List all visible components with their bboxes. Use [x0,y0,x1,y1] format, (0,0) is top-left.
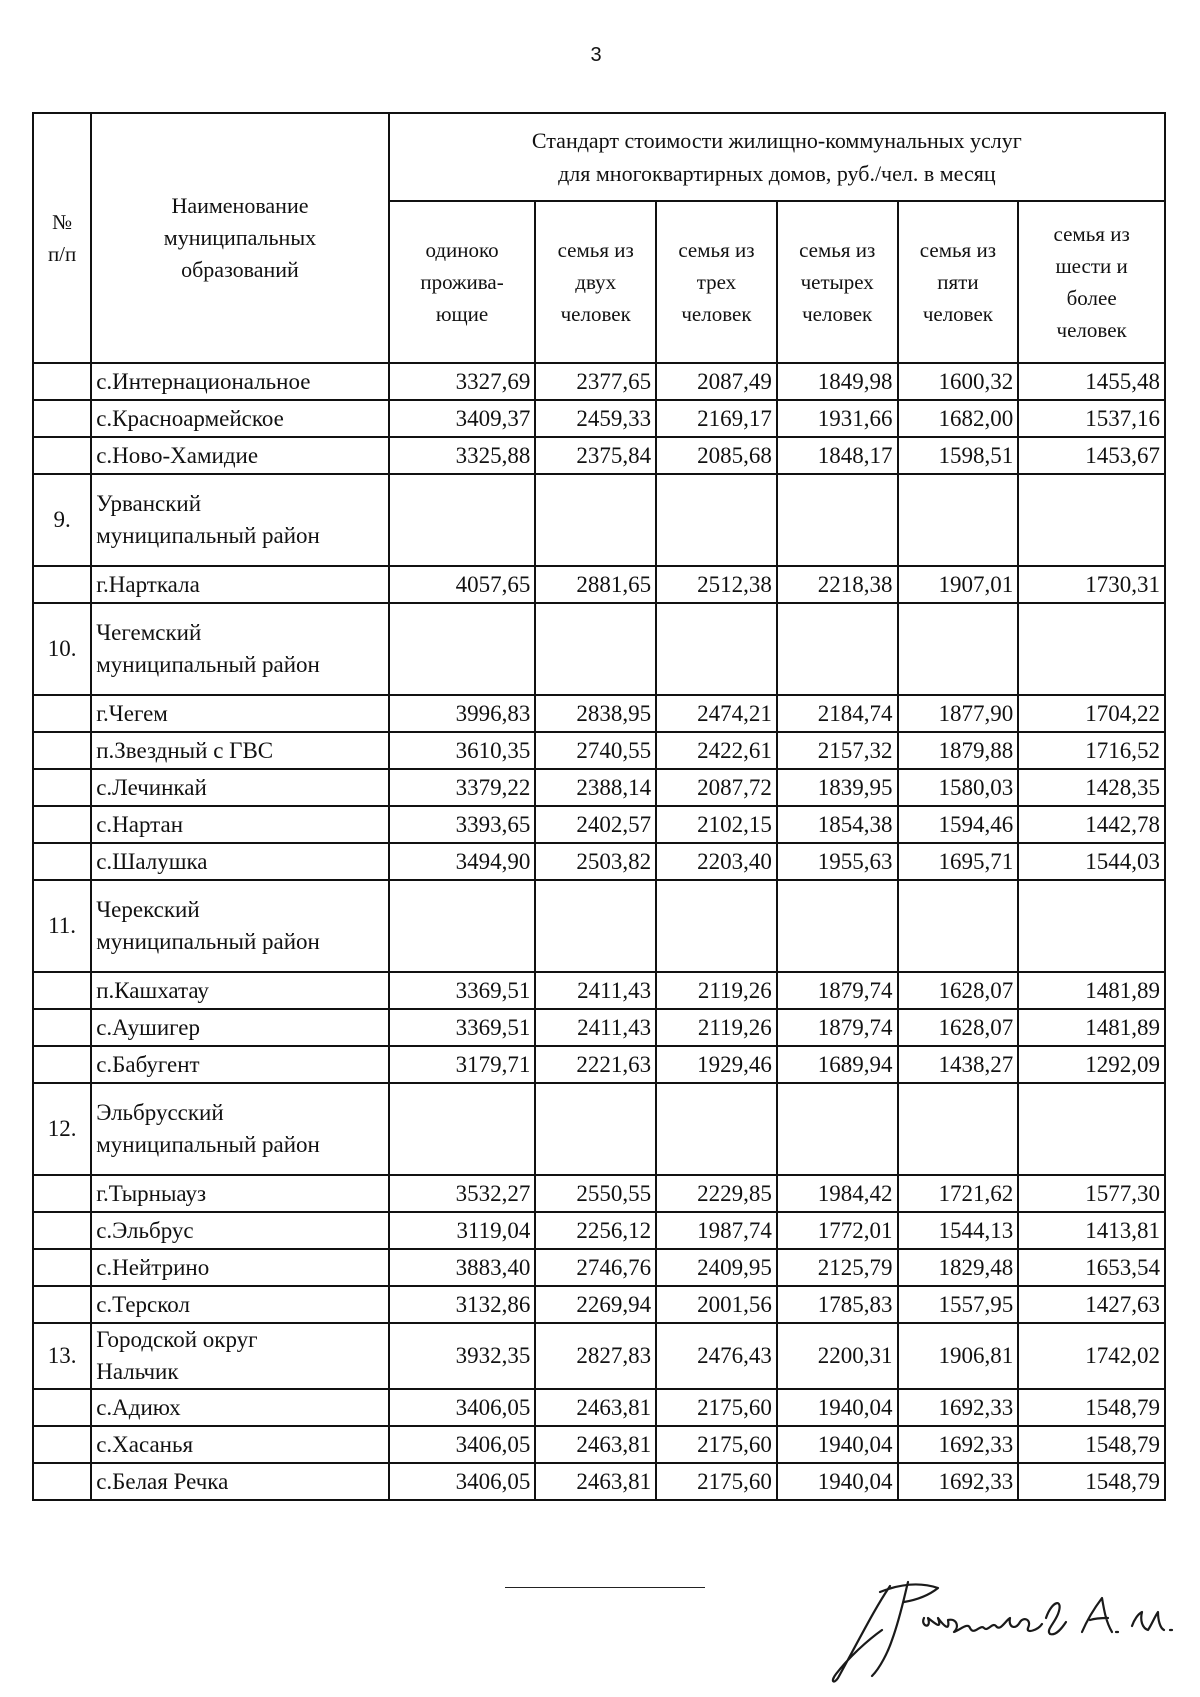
cost-value-cell: 2476,43 [656,1323,777,1389]
cost-value-cell: 3132,86 [389,1286,536,1323]
header-family-of-six-plus: семья из шести и более человек [1018,201,1165,363]
district-name-line: муниципальный район [96,1132,320,1157]
cost-value-cell: 1730,31 [1018,566,1165,603]
settlement-name: с.Нейтрино [91,1249,389,1286]
settlement-name: с.Шалушка [91,843,389,880]
settlement-name: с.Бабугент [91,1046,389,1083]
cost-value-cell: 1692,33 [898,1426,1019,1463]
settlement-name: с.Эльбрус [91,1212,389,1249]
page-number: 3 [590,44,602,66]
cost-value-cell: 1940,04 [777,1463,898,1500]
settlement-name: с.Нартан [91,806,389,843]
table-row [33,1175,1165,1212]
cost-value-cell: 2512,38 [656,566,777,603]
header-single-residents: одиноко прожива- ющие [389,201,536,363]
district-row [33,1323,1165,1389]
cost-value-cell: 3369,51 [389,1009,536,1046]
cost-value-cell [389,880,536,972]
cost-value-cell [898,474,1019,566]
cost-value-cell: 3406,05 [389,1389,536,1426]
row-number [33,1249,91,1286]
cost-value-cell: 2375,84 [535,437,656,474]
cost-value-cell: 2175,60 [656,1463,777,1500]
cost-value-cell [656,603,777,695]
cost-value-cell: 1292,09 [1018,1046,1165,1083]
cost-value-cell: 1453,67 [1018,437,1165,474]
row-number [33,1463,91,1500]
settlement-name: с.Красноармейское [91,400,389,437]
cost-value-cell: 1987,74 [656,1212,777,1249]
cost-value-cell: 1653,54 [1018,1249,1165,1286]
cost-value-cell: 1428,35 [1018,769,1165,806]
cost-value-cell: 2087,49 [656,363,777,400]
cost-value-cell: 1427,63 [1018,1286,1165,1323]
table-row [33,843,1165,880]
cost-value-cell: 2463,81 [535,1389,656,1426]
cost-value-cell [777,474,898,566]
district-name [91,603,389,695]
cost-value-cell: 2881,65 [535,566,656,603]
cost-value-cell: 1984,42 [777,1175,898,1212]
cost-value-cell: 2119,26 [656,972,777,1009]
cost-value-cell [777,603,898,695]
settlement-name: с.Аушигер [91,1009,389,1046]
row-number [33,1426,91,1463]
cost-value-cell: 1907,01 [898,566,1019,603]
cost-value-cell: 1839,95 [777,769,898,806]
row-number [33,972,91,1009]
cost-value-cell [777,880,898,972]
row-number [33,769,91,806]
row-number: 13. [33,1323,91,1389]
cost-value-cell: 1940,04 [777,1426,898,1463]
cost-value-cell: 1689,94 [777,1046,898,1083]
cost-value-cell: 1442,78 [1018,806,1165,843]
cost-value-cell: 2388,14 [535,769,656,806]
cost-value-cell: 2203,40 [656,843,777,880]
cost-value-cell: 3883,40 [389,1249,536,1286]
row-number [33,1286,91,1323]
cost-value-cell [1018,474,1165,566]
cost-value-cell: 1598,51 [898,437,1019,474]
settlement-name: г.Чегем [91,695,389,732]
cost-value-cell: 2463,81 [535,1463,656,1500]
row-number: 10. [33,603,91,695]
table-row [33,769,1165,806]
settlement-name: с.Белая Речка [91,1463,389,1500]
cost-value-cell: 2229,85 [656,1175,777,1212]
settlement-name: с.Хасанья [91,1426,389,1463]
cost-value-cell [389,1083,536,1175]
table-row [33,400,1165,437]
table-row [33,1212,1165,1249]
cost-value-cell: 2157,32 [777,732,898,769]
cost-value-cell [389,603,536,695]
cost-value-cell: 2200,31 [777,1323,898,1389]
cost-value-cell: 2184,74 [777,695,898,732]
cost-value-cell: 2411,43 [535,972,656,1009]
cost-value-cell: 1580,03 [898,769,1019,806]
cost-value-cell: 1548,79 [1018,1389,1165,1426]
district-name-line: муниципальный район [96,523,320,548]
cost-value-cell: 3409,37 [389,400,536,437]
cost-value-cell: 2550,55 [535,1175,656,1212]
cost-value-cell: 2175,60 [656,1389,777,1426]
cost-value-cell: 2125,79 [777,1249,898,1286]
cost-value-cell: 1548,79 [1018,1426,1165,1463]
cost-value-cell: 1772,01 [777,1212,898,1249]
cost-value-cell: 1594,46 [898,806,1019,843]
cost-value-cell [535,474,656,566]
cost-value-cell: 1537,16 [1018,400,1165,437]
cost-value-cell: 1848,17 [777,437,898,474]
cost-value-cell [656,880,777,972]
district-name-line: Эльбрусский [96,1100,224,1125]
row-number [33,363,91,400]
district-row [33,474,1165,566]
header-municipality-name: Наименование муниципальных образований [91,113,389,363]
cost-value-cell: 2838,95 [535,695,656,732]
cost-value-cell: 1849,98 [777,363,898,400]
cost-value-cell [535,880,656,972]
row-number [33,806,91,843]
cost-value-cell: 3610,35 [389,732,536,769]
cost-value-cell [389,474,536,566]
cost-value-cell: 2001,56 [656,1286,777,1323]
row-number [33,1389,91,1426]
cost-value-cell: 2402,57 [535,806,656,843]
cost-value-cell: 1879,88 [898,732,1019,769]
row-number [33,1212,91,1249]
cost-value-cell: 1742,02 [1018,1323,1165,1389]
row-number [33,1009,91,1046]
cost-value-cell [656,474,777,566]
settlement-name: с.Адиюх [91,1389,389,1426]
cost-value-cell: 2102,15 [656,806,777,843]
cost-value-cell: 3379,22 [389,769,536,806]
cost-value-cell [777,1083,898,1175]
cost-value-cell: 1829,48 [898,1249,1019,1286]
table-row [33,437,1165,474]
row-number [33,400,91,437]
cost-value-cell [535,603,656,695]
row-number: 9. [33,474,91,566]
table-row [33,806,1165,843]
district-name [91,474,389,566]
cost-value-cell: 1785,83 [777,1286,898,1323]
cost-value-cell: 1600,32 [898,363,1019,400]
cost-value-cell: 2218,38 [777,566,898,603]
district-name [91,1323,389,1389]
cost-value-cell: 3532,27 [389,1175,536,1212]
cost-value-cell: 2409,95 [656,1249,777,1286]
table-body [33,363,1165,1500]
cost-value-cell: 1721,62 [898,1175,1019,1212]
cost-value-cell: 1577,30 [1018,1175,1165,1212]
table-row [33,1389,1165,1426]
cost-value-cell: 3179,71 [389,1046,536,1083]
table-row [33,972,1165,1009]
table-row [33,1426,1165,1463]
cost-value-cell: 4057,65 [389,566,536,603]
cost-value-cell: 1544,13 [898,1212,1019,1249]
district-name [91,880,389,972]
row-number [33,566,91,603]
cost-value-cell: 2256,12 [535,1212,656,1249]
cost-value-cell: 1481,89 [1018,972,1165,1009]
district-name-line: Чегемский [96,620,202,645]
table-row [33,363,1165,400]
settlement-name: с.Терскол [91,1286,389,1323]
cost-value-cell: 2377,65 [535,363,656,400]
row-number [33,843,91,880]
cost-value-cell: 1481,89 [1018,1009,1165,1046]
cost-value-cell: 2827,83 [535,1323,656,1389]
cost-value-cell: 1628,07 [898,1009,1019,1046]
district-name [91,1083,389,1175]
district-row [33,880,1165,972]
row-number [33,1046,91,1083]
table-row [33,1249,1165,1286]
district-row [33,603,1165,695]
settlement-name: с.Лечинкай [91,769,389,806]
row-number [33,437,91,474]
header-row-top [33,113,1165,201]
district-name-line: муниципальный район [96,652,320,677]
cost-value-cell: 2422,61 [656,732,777,769]
cost-value-cell: 1854,38 [777,806,898,843]
cost-value-cell: 1692,33 [898,1389,1019,1426]
cost-value-cell: 2746,76 [535,1249,656,1286]
table-row [33,566,1165,603]
signature-image [820,1578,1180,1688]
cost-value-cell: 3119,04 [389,1212,536,1249]
district-name-line: Нальчик [96,1359,179,1384]
row-number: 12. [33,1083,91,1175]
settlement-name: с.Интернациональное [91,363,389,400]
cost-value-cell: 1955,63 [777,843,898,880]
cost-value-cell: 2087,72 [656,769,777,806]
table-row [33,1009,1165,1046]
table-row [33,732,1165,769]
cost-value-cell: 2221,63 [535,1046,656,1083]
cost-value-cell [898,603,1019,695]
cost-value-cell: 1438,27 [898,1046,1019,1083]
cost-value-cell: 2474,21 [656,695,777,732]
cost-value-cell: 3932,35 [389,1323,536,1389]
cost-value-cell: 1940,04 [777,1389,898,1426]
cost-value-cell: 3325,88 [389,437,536,474]
district-name-line: Урванский [96,491,202,516]
cost-value-cell: 3393,65 [389,806,536,843]
cost-value-cell: 1695,71 [898,843,1019,880]
district-row [33,1083,1165,1175]
cost-value-cell [898,1083,1019,1175]
cost-standard-table [32,112,1166,1501]
cost-value-cell [1018,880,1165,972]
header-family-of-four: семья из четырех человек [777,201,898,363]
cost-value-cell: 2459,33 [535,400,656,437]
cost-value-cell: 1692,33 [898,1463,1019,1500]
cost-value-cell: 1704,22 [1018,695,1165,732]
cost-value-cell: 1544,03 [1018,843,1165,880]
cost-value-cell [1018,603,1165,695]
row-number [33,1175,91,1212]
cost-value-cell: 1548,79 [1018,1463,1165,1500]
cost-value-cell: 3369,51 [389,972,536,1009]
cost-value-cell: 1906,81 [898,1323,1019,1389]
cost-value-cell: 1879,74 [777,1009,898,1046]
cost-value-cell: 3406,05 [389,1426,536,1463]
cost-value-cell: 2269,94 [535,1286,656,1323]
cost-value-cell: 1929,46 [656,1046,777,1083]
settlement-name: г.Тырныауз [91,1175,389,1212]
settlement-name: с.Ново-Хамидие [91,437,389,474]
header-family-of-three: семья из трех человек [656,201,777,363]
table-row [33,1286,1165,1323]
cost-value-cell: 2119,26 [656,1009,777,1046]
header-family-of-two: семья из двух человек [535,201,656,363]
settlement-name: г.Нарткала [91,566,389,603]
cost-value-cell: 1716,52 [1018,732,1165,769]
cost-value-cell [898,880,1019,972]
cost-value-cell: 2463,81 [535,1426,656,1463]
cost-value-cell: 2740,55 [535,732,656,769]
cost-value-cell: 1557,95 [898,1286,1019,1323]
cost-value-cell: 2169,17 [656,400,777,437]
cost-value-cell: 1682,00 [898,400,1019,437]
cost-value-cell: 1877,90 [898,695,1019,732]
cost-value-cell: 2503,82 [535,843,656,880]
header-cost-standard-group: Стандарт стоимости жилищно-коммунальных услуг для многоквартирных домов, руб./чел. в месяц [389,113,1165,201]
cost-value-cell [656,1083,777,1175]
cost-value-cell: 1628,07 [898,972,1019,1009]
cost-value-cell: 2085,68 [656,437,777,474]
row-number [33,695,91,732]
cost-value-cell [1018,1083,1165,1175]
cost-value-cell: 2411,43 [535,1009,656,1046]
cost-value-cell: 1455,48 [1018,363,1165,400]
district-name-line: муниципальный район [96,929,320,954]
table-row [33,1046,1165,1083]
cost-value-cell: 2175,60 [656,1426,777,1463]
cost-value-cell: 3327,69 [389,363,536,400]
settlement-name: п.Кашхатау [91,972,389,1009]
bottom-divider [505,1587,705,1588]
cost-value-cell: 3996,83 [389,695,536,732]
row-number: 11. [33,880,91,972]
settlement-name: п.Звездный с ГВС [91,732,389,769]
cost-value-cell: 3494,90 [389,843,536,880]
district-name-line: Городской округ [96,1327,258,1352]
cost-value-cell: 1931,66 [777,400,898,437]
table-row [33,695,1165,732]
cost-value-cell: 3406,05 [389,1463,536,1500]
header-family-of-five: семья из пяти человек [898,201,1019,363]
district-name-line: Черекский [96,897,200,922]
cost-value-cell: 1413,81 [1018,1212,1165,1249]
header-number: № п/п [33,113,91,363]
cost-value-cell [535,1083,656,1175]
cost-value-cell: 1879,74 [777,972,898,1009]
row-number [33,732,91,769]
table-row [33,1463,1165,1500]
